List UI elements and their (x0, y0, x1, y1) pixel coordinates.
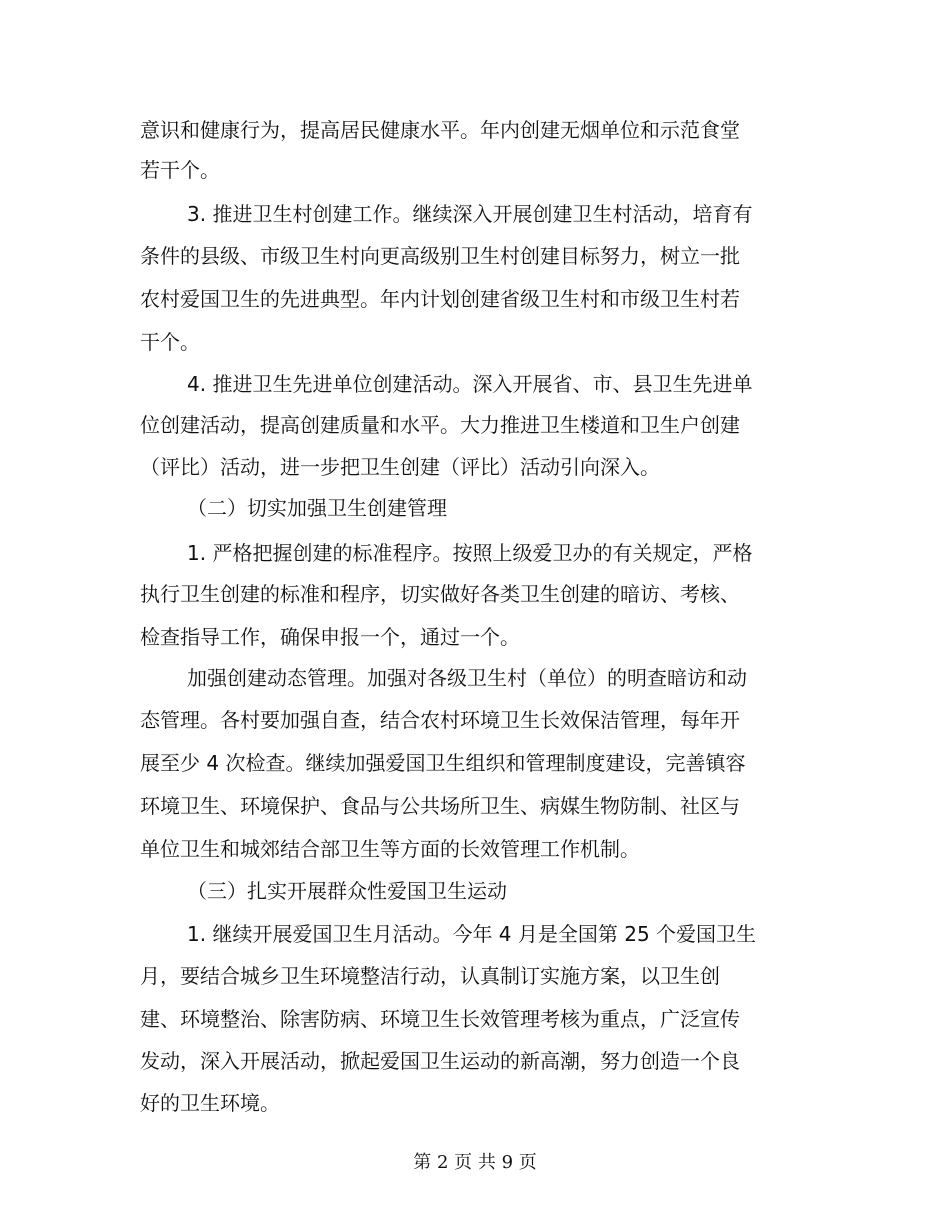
text-line: 条件的县级、市级卫生村向更高级别卫生村创建目标努力，树立一批 (140, 244, 740, 268)
text-line: 干个。 (140, 330, 200, 354)
text-line: 建、环境整治、除害防病、环境卫生长效管理考核为重点，广泛宣传 (140, 1007, 740, 1031)
text-line: （评比）活动，进一步把卫生创建（评比）活动引向深入。 (140, 455, 660, 479)
text-line: 环境卫生、环境保护、食品与公共场所卫生、病媒生物防制、社区与 (140, 794, 740, 818)
page-number-footer: 第 2 页 共 9 页 (413, 1152, 537, 1173)
text-line: 若干个。 (140, 158, 220, 182)
text-line: 月，要结合城乡卫生环境整洁行动，认真制订实施方案，以卫生创 (140, 964, 720, 988)
text-line: 意识和健康行为，提高居民健康水平。年内创建无烟单位和示范食堂 (140, 118, 740, 142)
text-line: 检查指导工作，确保申报一个，通过一个。 (140, 625, 520, 649)
paragraph-dynamic-start: 加强创建动态管理。加强对各级卫生村（单位）的明查暗访和动 (187, 666, 747, 690)
text-line: 单位卫生和城郊结合部卫生等方面的长效管理工作机制。 (140, 837, 640, 861)
section-heading-2: （二）切实加强卫生创建管理 (187, 496, 447, 520)
paragraph-3-start: 3. 推进卫生村创建工作。继续深入开展创建卫生村活动，培育有 (187, 202, 753, 226)
text-line: 位创建活动，提高创建质量和水平。大力推进卫生楼道和卫生户创建 (140, 413, 740, 437)
text-line: 好的卫生环境。 (140, 1091, 280, 1115)
text-line: 农村爱国卫生的先进典型。年内计划创建省级卫生村和市级卫生村若 (140, 287, 740, 311)
text-line: 发动，深入开展活动，掀起爱国卫生运动的新高潮，努力创造一个良 (140, 1049, 740, 1073)
text-line: 态管理。各村要加强自查，结合农村环境卫生长效保洁管理，每年开 (140, 708, 740, 732)
section-heading-3: （三）扎实开展群众性爱国卫生运动 (187, 879, 507, 903)
paragraph-4-start: 4. 推进卫生先进单位创建活动。深入开展省、市、县卫生先进单 (187, 372, 753, 396)
paragraph-1-start: 1. 严格把握创建的标准程序。按照上级爱卫办的有关规定，严格 (187, 541, 753, 565)
paragraph-1b-start: 1. 继续开展爱国卫生月活动。今年 4 月是全国第 25 个爱国卫生 (187, 922, 757, 946)
text-line: 展至少 4 次检查。继续加强爱国卫生组织和管理制度建设，完善镇容 (140, 751, 746, 775)
text-line: 执行卫生创建的标准和程序，切实做好各类卫生创建的暗访、考核、 (140, 582, 740, 606)
